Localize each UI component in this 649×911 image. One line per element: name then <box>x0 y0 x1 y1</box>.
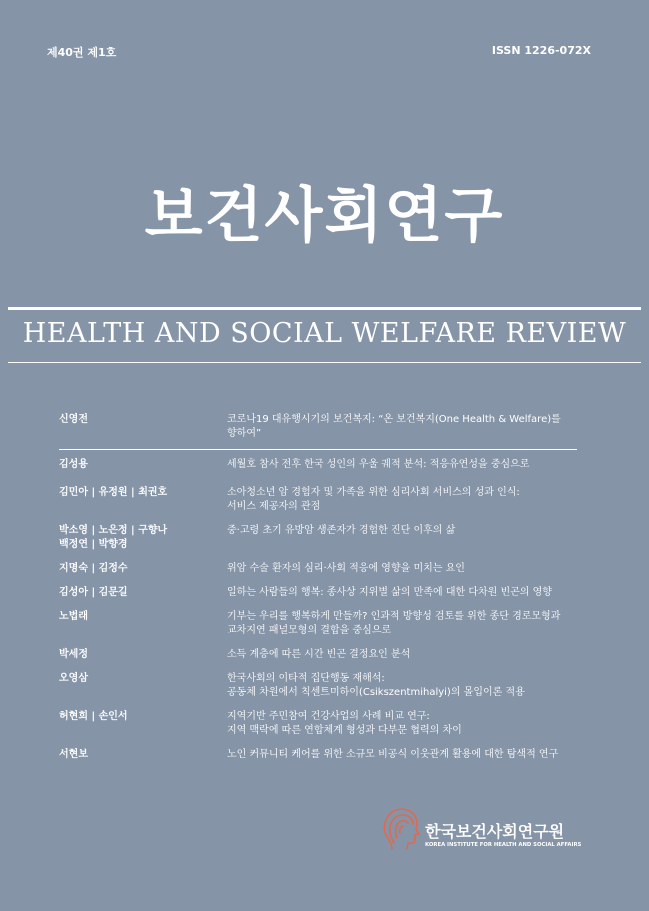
toc-entry <box>59 486 579 514</box>
toc-entry <box>59 562 579 576</box>
toc-title: 일하는 사람들의 행복: 종사상 지위별 삶의 만족에 대한 다차원 빈곤의 영향 <box>227 587 552 598</box>
toc-divider <box>59 449 577 450</box>
toc-title: 세월호 참사 전후 한국 성인의 우울 궤적 분석: 적응유연성을 중심으로 <box>227 459 530 470</box>
toc-title: 소득 계층에 따른 시간 빈곤 결정요인 분석 <box>227 649 411 660</box>
institute-logo <box>380 805 605 855</box>
toc-entry <box>59 648 579 662</box>
toc-entry <box>59 524 579 552</box>
head-profile-icon <box>380 805 422 853</box>
toc-title: 기부는 우리를 행복하게 만들까? 인과적 방향성 검토를 위한 종단 경로모형과 교차지연 패널모형의 결합을 중심으로 <box>227 611 561 636</box>
toc-author: 신영전 <box>59 414 88 425</box>
institute-name-english: KOREA INSTITUTE FOR HEALTH AND SOCIAL AFFAIRS <box>425 842 582 848</box>
toc-entry <box>59 586 579 600</box>
toc-author: 서현보 <box>59 749 88 760</box>
toc-entry <box>59 710 579 738</box>
toc-title: 코로나19 대유행시기의 보건복지: “온 보건복지(One Health & Welfare)를 향하여” <box>227 414 561 439</box>
toc-author: 김성용 <box>59 459 88 470</box>
toc-entry <box>59 413 579 441</box>
toc-author: 오영삼 <box>59 673 88 684</box>
journal-title-korean: 보건사회연구 <box>144 181 505 251</box>
toc-title: 소아청소년 암 경험자 및 가족을 위한 심리사회 서비스의 성과 인식: 서비스 제공자의 관점 <box>227 487 520 512</box>
toc-author: 박소영 | 노은정 | 구향나 백정연 | 박향경 <box>59 525 168 550</box>
toc-title: 위암 수술 환자의 심리·사회 적응에 영향을 미치는 요인 <box>227 563 465 574</box>
institute-name-korean: 한국보건사회연구원 <box>425 822 565 841</box>
divider-thin <box>8 362 641 363</box>
toc-entry <box>59 610 579 638</box>
issn: ISSN 1226-072X <box>491 44 591 57</box>
toc-author: 지명숙 | 김정수 <box>59 563 128 574</box>
divider-thick <box>8 307 641 310</box>
toc-author: 김민아 | 유정원 | 최권호 <box>59 487 168 498</box>
toc-title: 지역기반 주민참여 건강사업의 사례 비교 연구: 지역 맥락에 따른 연합체계 형성과 다부문 협력의 차이 <box>227 711 462 736</box>
toc-title: 노인 커뮤니티 케어를 위한 소규모 비공식 이웃관계 활용에 대한 탐색적 연구 <box>227 749 559 760</box>
toc-title: 중·고령 초기 유방암 생존자가 경험한 진단 이후의 삶 <box>227 525 456 536</box>
toc-author: 박세정 <box>59 649 88 660</box>
toc-title: 한국사회의 이타적 집단행동 재해석: 공동체 차원에서 칙센트미하이(Csikszentmihalyi)의 몰입이론 적용 <box>227 673 525 698</box>
toc-author: 허현희 | 손인서 <box>59 711 128 722</box>
toc-entry <box>59 672 579 700</box>
table-of-contents <box>59 413 579 762</box>
toc-author: 노법래 <box>59 611 88 622</box>
toc-entry <box>59 748 579 762</box>
toc-author: 김성아 | 김문길 <box>59 587 128 598</box>
toc-entry <box>59 458 579 472</box>
volume-issue: 제40권 제1호 <box>47 46 117 59</box>
journal-title-english: HEALTH AND SOCIAL WELFARE REVIEW <box>22 318 627 349</box>
